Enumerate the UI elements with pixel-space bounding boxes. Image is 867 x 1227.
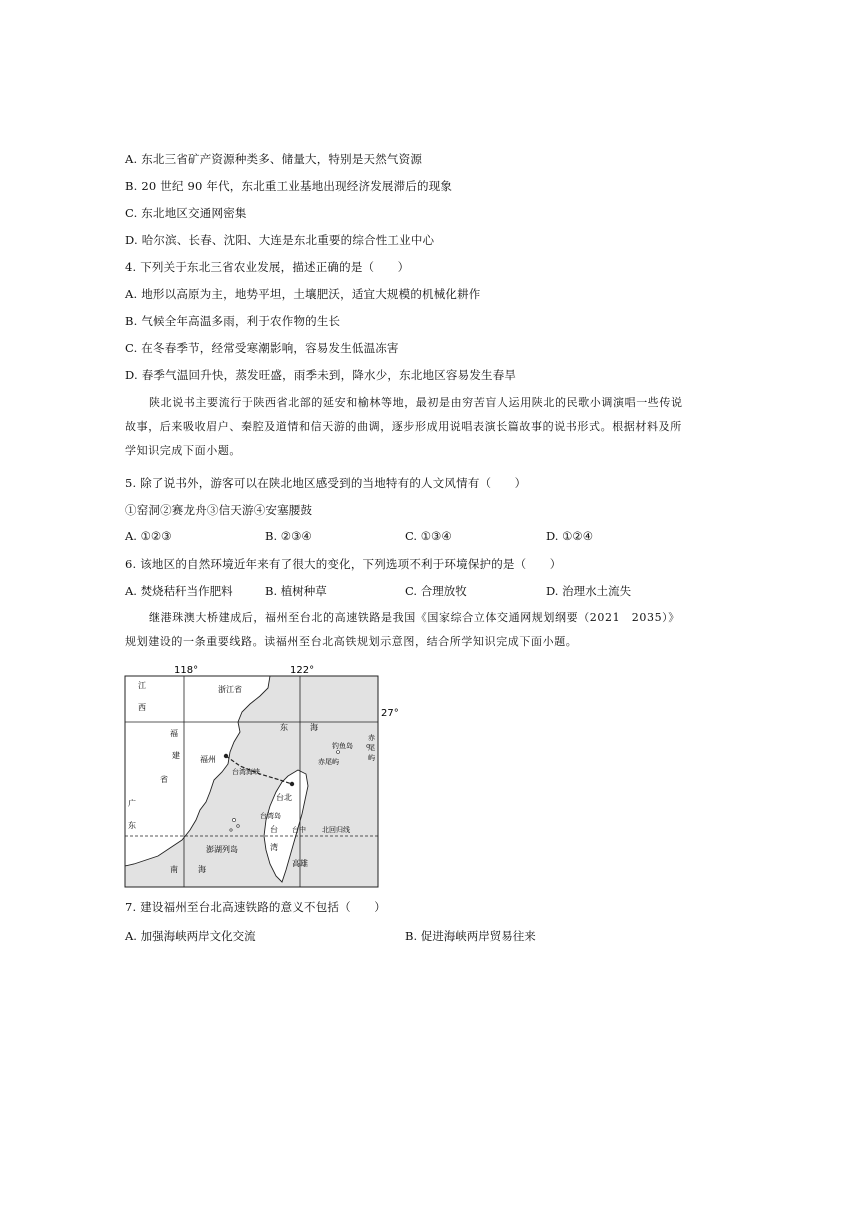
label-fuzhou: 福州 [200, 755, 216, 764]
label-fu: 福 [170, 729, 178, 738]
label-diaoyu-dao: 钓鱼岛 [332, 742, 353, 750]
q5-option-b: B. ②③④ [265, 529, 312, 543]
lon-label-122: 122° [290, 665, 315, 676]
fuzhou-taipei-rail-map [110, 660, 400, 892]
label-east-dong: 东 [280, 723, 288, 732]
label-jian: 建 [172, 751, 180, 760]
q3-option-d: D. 哈尔滨、长春、沈阳、大连是东北重要的综合性工业中心 [125, 233, 435, 247]
q6-option-b: B. 植树种草 [265, 584, 327, 598]
q4-option-a: A. 地形以高原为主，地势平坦，土壤肥沃，适宜大规模的机械化耕作 [125, 287, 481, 301]
label-nan: 南 [170, 865, 178, 874]
label-xi: 西 [138, 703, 146, 712]
q5-stem: 5. 除了说书外，游客可以在陕北地区感受到的当地特有的人文风情有（ ） [125, 476, 527, 490]
q6-stem: 6. 该地区的自然环境近年来有了很大的变化，下列选项不利于环境保护的是（ ） [125, 557, 562, 571]
material-fuzhou-taipei-rail [125, 606, 685, 654]
fuzhou-city-dot [224, 754, 228, 758]
penghu-island [237, 825, 240, 828]
label-jiang: 江 [138, 681, 146, 690]
q5-option-c: C. ①③④ [405, 529, 452, 543]
label-chi: 赤 [368, 734, 375, 742]
label-wan: 湾 [270, 843, 278, 852]
label-wei: 尾 [368, 744, 375, 752]
q5-items: ①窑洞②赛龙舟③信天游④安塞腰鼓 [125, 503, 313, 517]
label-zhejiang: 浙江省 [218, 685, 242, 694]
label-guang: 广 [128, 799, 136, 808]
material-shaanbei-storytelling [125, 391, 685, 463]
label-taipei: 台北 [276, 793, 292, 802]
q5-option-d: D. ①②④ [546, 529, 594, 543]
material-text: 陕北说书主要流行于陕西省北部的延安和榆林等地，最初是由穷苦盲人运用陕北的民歌小调演唱一些传说故事，后来吸收眉户、秦腔及道情和信天游的曲调，逐步形成用说唱表演长篇故事的说书形式。根据材料及所学知识完成下面小题。 [125, 396, 683, 457]
q7-option-a: A. 加强海峡两岸文化交流 [125, 929, 256, 943]
taipei-city-dot [290, 782, 294, 786]
q5-option-a: A. ①②③ [125, 529, 172, 543]
q4-option-d: D. 春季气温回升快，蒸发旺盛，雨季未到，降水少，东北地区容易发生春旱 [125, 368, 517, 382]
q6-option-d: D. 治理水土流失 [546, 584, 632, 598]
label-chiwei-yu: 赤尾屿 [318, 758, 339, 766]
lon-label-118: 118° [174, 665, 199, 676]
q6-option-c: C. 合理放牧 [405, 584, 467, 598]
lat-label-27: 27° [381, 708, 399, 719]
label-taizhong: 台中 [292, 826, 306, 834]
label-taiwan-strait: 台湾海峡 [232, 768, 260, 776]
label-taiwan-dao: 台湾岛 [260, 812, 281, 820]
q7-option-b: B. 促进海峡两岸贸易往来 [405, 929, 536, 943]
q3-option-a: A. 东北三省矿产资源种类多、储量大，特别是天然气资源 [125, 152, 423, 166]
q7-stem: 7. 建设福州至台北高速铁路的意义不包括（ ） [125, 900, 386, 914]
q4-option-b: B. 气候全年高温多雨，利于农作物的生长 [125, 314, 341, 328]
material-text: 继港珠澳大桥建成后，福州至台北的高速铁路是我国《国家综合立体交通网规划纲要（2021 2035）》规划建设的一条重要线路。读福州至台北高铁规划示意图，结合所学知识完成下面小题。 [125, 611, 680, 648]
label-hai: 海 [198, 865, 206, 874]
label-tropic-of-cancer: 北回归线 [322, 826, 350, 834]
q3-option-c: C. 东北地区交通网密集 [125, 206, 247, 220]
label-tai: 台 [270, 825, 278, 834]
q4-stem: 4. 下列关于东北三省农业发展，描述正确的是（ ） [125, 260, 410, 274]
diaoyu-island [337, 751, 340, 754]
label-yu: 屿 [368, 754, 375, 762]
q4-option-c: C. 在冬春季节，经常受寒潮影响，容易发生低温冻害 [125, 341, 399, 355]
label-gaoxiong: 高雄 [292, 859, 308, 868]
label-dong: 东 [128, 821, 136, 830]
label-penghu: 澎湖列岛 [206, 845, 238, 854]
penghu-island [230, 829, 232, 831]
label-east-hai: 海 [310, 723, 318, 732]
q3-option-b: B. 20 世纪 90 年代，东北重工业基地出现经济发展滞后的现象 [125, 179, 453, 193]
q6-option-a: A. 焚烧秸秆当作肥料 [125, 584, 233, 598]
label-sheng: 省 [160, 775, 168, 784]
penghu-island [232, 818, 235, 821]
